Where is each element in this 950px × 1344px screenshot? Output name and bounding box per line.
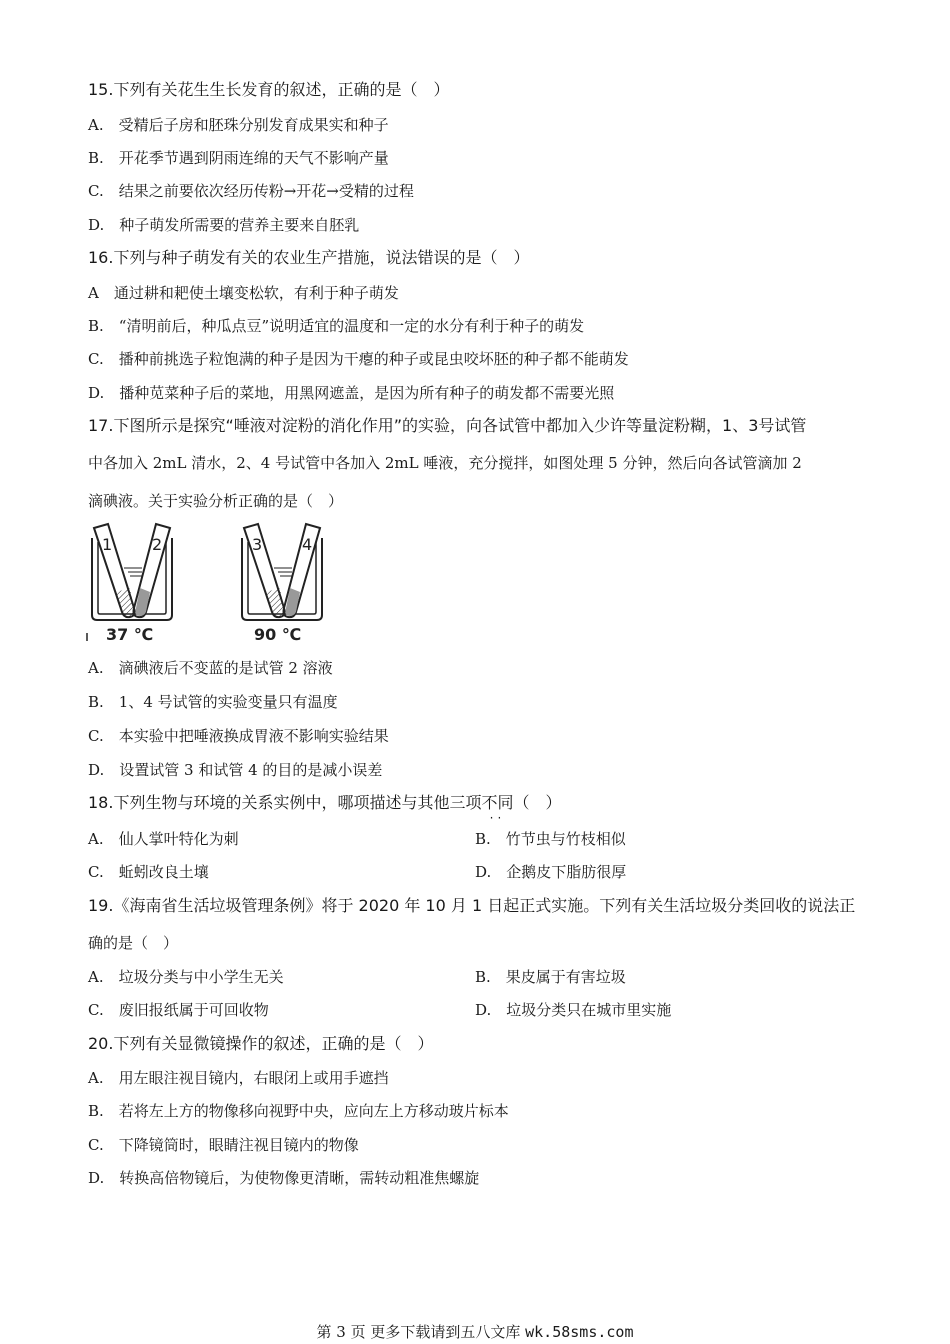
question-18-emphasis: 不同 (481, 793, 514, 812)
temperature-label-37: 37 ℃ (106, 625, 154, 644)
question-19-stem-line-1: 19.《海南省生活垃圾管理条例》将于 2020 年 10 月 1 日起正式实施。下列有关生活垃圾分类回收的说法正 (88, 896, 856, 915)
question-17-option-c: C. 本实验中把唾液换成胃液不影响实验结果 (88, 727, 389, 745)
footer-link[interactable]: wk.58sms.com (525, 1323, 634, 1341)
question-17-stem-line-1: 17.下图所示是探究“唾液对淀粉的消化作用”的实验，向各试管中都加入少许等量淀粉糊，1、3号试管 (88, 416, 807, 435)
question-20-option-b: B. 若将左上方的物像移向视野中央，应向左上方移动玻片标本 (88, 1102, 509, 1120)
tube-label-3: 3 (252, 535, 263, 554)
question-15-option-c: C. 结果之前要依次经历传粉→开花→受精的过程 (88, 182, 414, 200)
beakers-diagram (84, 520, 334, 645)
tube-label-2: 2 (152, 535, 163, 554)
temperature-label-90: 90 ℃ (254, 625, 302, 644)
question-20-stem: 20.下列有关显微镜操作的叙述，正确的是（ ） (88, 1034, 434, 1053)
question-18-stem-prefix: 18.下列生物与环境的关系实例中，哪项描述与其他三项 (88, 793, 482, 812)
question-20-option-d: D. 转换高倍物镜后，为使物像更清晰，需转动粗准焦螺旋 (88, 1169, 480, 1187)
question-16-option-b: B. “清明前后，种瓜点豆”说明适宜的温度和一定的水分有利于种子的萌发 (88, 317, 585, 335)
question-17-stem-line-3: 滴碘液。关于实验分析正确的是（ ） (88, 492, 344, 510)
question-16-stem: 16.下列与种子萌发有关的农业生产措施，说法错误的是（ ） (88, 248, 530, 267)
question-18-option-a: A. 仙人掌叶特化为刺 (88, 830, 239, 848)
question-18-stem-suffix: （ ） (513, 793, 562, 812)
question-16-option-d: D. 播种苋菜种子后的菜地，用黑网遮盖，是因为所有种子的萌发都不需要光照 (88, 384, 615, 402)
emphasis-text (481, 793, 514, 825)
question-18-option-b: B. 竹节虫与竹枝相似 (475, 830, 626, 848)
question-16-option-c: C. 播种前挑选子粒饱满的种子是因为干瘪的种子或昆虫咬坏胚的种子都不能萌发 (88, 350, 629, 368)
question-17-option-d: D. 设置试管 3 和试管 4 的目的是减小误差 (88, 761, 383, 779)
question-15-option-d: D. 种子萌发所需要的营养主要来自胚乳 (88, 216, 360, 234)
question-18-option-d: D. 企鹅皮下脂肪很厚 (475, 863, 627, 881)
beaker-37 (87, 524, 172, 644)
question-20-option-c: C. 下降镜筒时，眼睛注视目镜内的物像 (88, 1136, 359, 1154)
question-19-option-c: C. 废旧报纸属于可回收物 (88, 1001, 269, 1019)
page-footer (0, 1322, 950, 1342)
question-18-stem (88, 793, 562, 825)
question-16-option-a: A 通过耕和耙使土壤变松软，有利于种子萌发 (88, 284, 399, 302)
tube-label-1: 1 (102, 535, 113, 554)
emphasis-dots: ·· (489, 811, 506, 825)
question-17-option-a: A. 滴碘液后不变蓝的是试管 2 溶液 (88, 659, 333, 677)
question-17-stem-line-2: 中各加入 2mL 清水，2、4 号试管中各加入 2mL 唾液，充分搅拌，如图处理 5 分钟，然后向各试管滴加 2 (88, 454, 802, 472)
question-15-option-b: B. 开花季节遇到阴雨连绵的天气不影响产量 (88, 149, 389, 167)
question-18-option-c: C. 蚯蚓改良土壤 (88, 863, 209, 881)
question-19-option-a: A. 垃圾分类与中小学生无关 (88, 968, 284, 986)
question-19-option-b: B. 果皮属于有害垃圾 (475, 968, 626, 986)
footer-text: 第 3 页 更多下载请到五八文库 (316, 1323, 526, 1341)
question-20-option-a: A. 用左眼注视目镜内，右眼闭上或用手遮挡 (88, 1069, 389, 1087)
tube-label-4: 4 (302, 535, 313, 554)
question-19-option-d: D. 垃圾分类只在城市里实施 (475, 1001, 672, 1019)
question-15-option-a: A. 受精后子房和胚珠分别发育成果实和种子 (88, 116, 389, 134)
question-17-option-b: B. 1、4 号试管的实验变量只有温度 (88, 693, 338, 711)
question-19-stem-line-2: 确的是（ ） (88, 934, 179, 952)
question-15-stem: 15.下列有关花生生长发育的叙述，正确的是（ ） (88, 80, 450, 99)
beaker-90 (242, 524, 322, 644)
experiment-figure (84, 520, 334, 645)
